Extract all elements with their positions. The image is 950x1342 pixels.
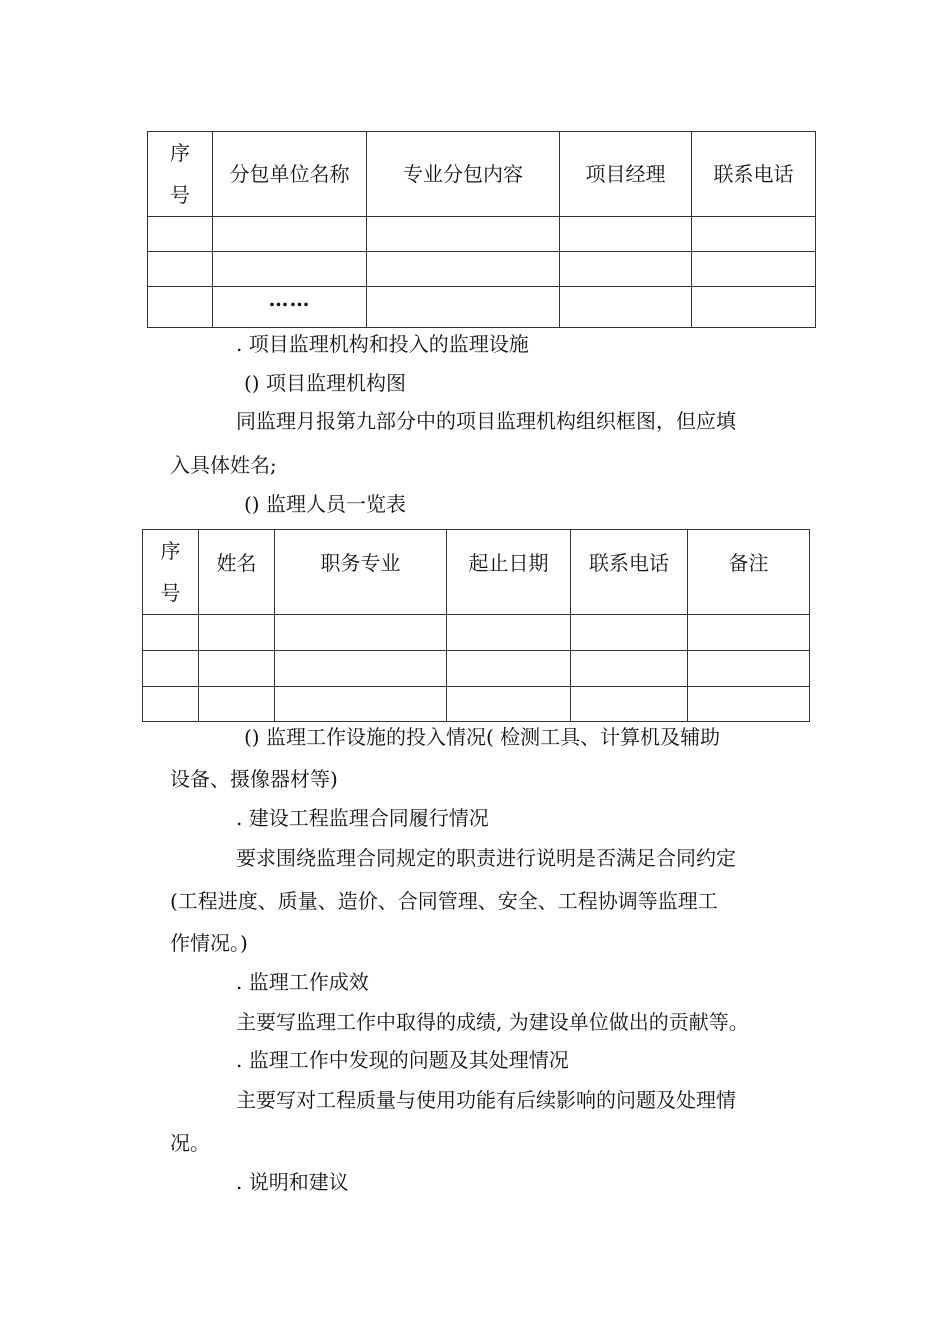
paragraph-line: 况。 (170, 1131, 210, 1155)
table-cell (367, 252, 560, 287)
subsection-heading: () 监理工作设施的投入情况( 检测工具、计算机及辅助 (244, 725, 721, 749)
table-cell (143, 687, 199, 722)
header-text: 序 (160, 539, 181, 563)
table-row (148, 287, 816, 328)
section-heading: . 监理工作中发现的问题及其处理情况 (236, 1048, 569, 1072)
staff-table (142, 529, 810, 722)
table-cell (447, 687, 571, 722)
table-cell (560, 217, 692, 252)
table-cell (447, 615, 571, 651)
header-text: 序 (170, 141, 190, 165)
table-cell (692, 287, 816, 328)
table-cell (148, 252, 213, 287)
header-cell-notes: 备注 (688, 530, 810, 615)
table-cell (688, 687, 810, 722)
paragraph-line: 同监理月报第九部分中的项目监理机构组织框图，但应填 (236, 409, 736, 433)
table-cell (275, 615, 447, 651)
table-cell-ellipsis: …… (213, 287, 367, 328)
paragraph-line: 主要写对工程质量与使用功能有后续影响的问题及处理情 (236, 1088, 736, 1112)
paragraph-line: 作情况。) (170, 931, 248, 955)
header-cell-name: 姓名 (199, 530, 275, 615)
subsection-heading: () 监理人员一览表 (244, 492, 406, 516)
table-cell (447, 651, 571, 687)
table-row (148, 252, 816, 287)
table-cell (143, 651, 199, 687)
header-cell-index (143, 530, 199, 615)
table-row (143, 687, 810, 722)
subcontractor-table (147, 131, 816, 328)
table-cell (688, 651, 810, 687)
table-cell (688, 615, 810, 651)
table-cell (148, 217, 213, 252)
section-heading: . 说明和建议 (236, 1170, 349, 1194)
table-cell (148, 287, 213, 328)
subsection-heading: () 项目监理机构图 (244, 371, 406, 395)
table-cell (275, 651, 447, 687)
paragraph-line: 主要写监理工作中取得的成绩, 为建设单位做出的贡献等。 (236, 1010, 749, 1034)
header-cell-dates: 起止日期 (447, 530, 571, 615)
paragraph-line: 设备、摄像器材等) (170, 767, 338, 791)
header-text: 号 (160, 581, 181, 605)
table-cell (692, 252, 816, 287)
section-heading: . 建设工程监理合同履行情况 (236, 806, 489, 830)
table-cell (199, 651, 275, 687)
table-cell (213, 217, 367, 252)
table-cell (199, 615, 275, 651)
header-cell-position: 职务专业 (275, 530, 447, 615)
header-cell-phone: 联系电话 (571, 530, 688, 615)
table-header-row (148, 132, 816, 217)
table-row (143, 651, 810, 687)
section-heading: . 项目监理机构和投入的监理设施 (236, 332, 529, 356)
table-cell (560, 287, 692, 328)
paragraph-line: 要求围绕监理合同规定的职责进行说明是否满足合同约定 (236, 846, 736, 870)
table-cell (213, 252, 367, 287)
table-cell (199, 687, 275, 722)
header-text: 号 (170, 183, 190, 207)
section-heading: . 监理工作成效 (236, 970, 369, 994)
paragraph-line: (工程进度、质量、造价、合同管理、安全、工程协调等监理工 (170, 889, 718, 913)
header-cell-subcontractor-name: 分包单位名称 (213, 132, 367, 217)
table-cell (275, 687, 447, 722)
paragraph-line: 入具体姓名; (170, 453, 277, 477)
header-cell-index (148, 132, 213, 217)
header-cell-project-manager: 项目经理 (560, 132, 692, 217)
table-cell (571, 615, 688, 651)
table-header-row (143, 530, 810, 615)
table-cell (692, 217, 816, 252)
table-cell (560, 252, 692, 287)
header-cell-scope: 专业分包内容 (367, 132, 560, 217)
header-cell-phone: 联系电话 (692, 132, 816, 217)
table-cell (571, 687, 688, 722)
table-row (148, 217, 816, 252)
table-cell (367, 217, 560, 252)
table-cell (143, 615, 199, 651)
table-cell (367, 287, 560, 328)
table-row (143, 615, 810, 651)
table-cell (571, 651, 688, 687)
